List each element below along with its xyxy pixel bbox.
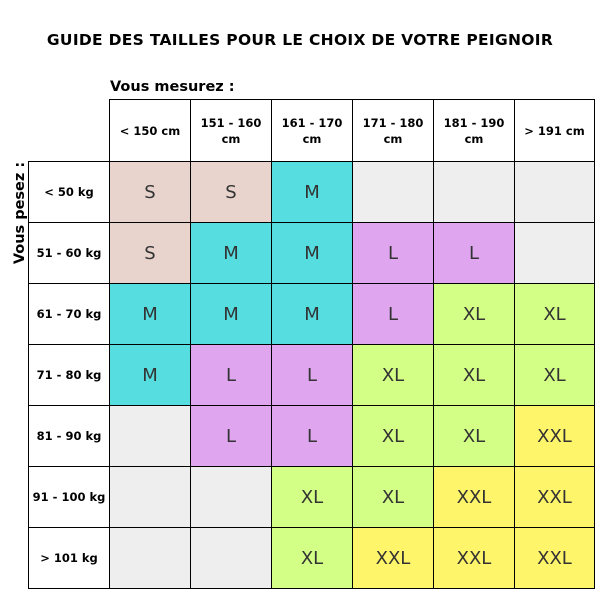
height-header-cell: 181 - 190 cm	[434, 100, 515, 162]
height-header-cell: 161 - 170 cm	[272, 100, 353, 162]
size-cell: L	[191, 345, 272, 406]
height-axis-label: Vous mesurez :	[110, 79, 235, 95]
size-cell: L	[272, 345, 353, 406]
size-cell: S	[191, 162, 272, 223]
size-cell: XXL	[434, 528, 515, 589]
height-header-row	[29, 100, 595, 162]
size-cell: XXL	[515, 467, 595, 528]
weight-row	[29, 467, 595, 528]
weight-header-cell: 91 - 100 kg	[29, 467, 110, 528]
size-cell: XXL	[434, 467, 515, 528]
weight-header-cell: 51 - 60 kg	[29, 223, 110, 284]
height-header-cell: 171 - 180 cm	[353, 100, 434, 162]
size-cell: XL	[515, 284, 595, 345]
weight-axis-label: Vous pesez :	[12, 161, 28, 265]
size-cell: XXL	[353, 528, 434, 589]
size-cell: S	[110, 162, 191, 223]
size-cell: XL	[515, 345, 595, 406]
weight-row	[29, 223, 595, 284]
size-cell: L	[272, 406, 353, 467]
weight-header-cell: 71 - 80 kg	[29, 345, 110, 406]
empty-size-cell	[434, 162, 515, 223]
weight-header-cell: > 101 kg	[29, 528, 110, 589]
size-cell: XL	[353, 406, 434, 467]
height-header-cell: > 191 cm	[515, 100, 595, 162]
empty-size-cell	[110, 528, 191, 589]
size-cell: XL	[434, 345, 515, 406]
size-cell: S	[110, 223, 191, 284]
size-cell: M	[272, 162, 353, 223]
empty-size-cell	[515, 162, 595, 223]
size-cell: M	[110, 284, 191, 345]
empty-size-cell	[110, 467, 191, 528]
size-cell: XL	[272, 467, 353, 528]
size-cell: L	[353, 284, 434, 345]
weight-header-cell: 61 - 70 kg	[29, 284, 110, 345]
size-cell: XL	[272, 528, 353, 589]
size-cell: M	[110, 345, 191, 406]
empty-size-cell	[191, 528, 272, 589]
weight-row	[29, 528, 595, 589]
weight-row	[29, 345, 595, 406]
empty-size-cell	[515, 223, 595, 284]
size-cell: XL	[434, 284, 515, 345]
weight-header-cell: < 50 kg	[29, 162, 110, 223]
empty-size-cell	[191, 467, 272, 528]
size-cell: L	[434, 223, 515, 284]
size-cell: M	[272, 223, 353, 284]
weight-header-cell: 81 - 90 kg	[29, 406, 110, 467]
empty-size-cell	[353, 162, 434, 223]
weight-row	[29, 284, 595, 345]
size-chart-table	[28, 99, 595, 589]
empty-size-cell	[110, 406, 191, 467]
size-cell: XL	[434, 406, 515, 467]
size-cell: M	[272, 284, 353, 345]
size-cell: XL	[353, 345, 434, 406]
height-header-cell: < 150 cm	[110, 100, 191, 162]
size-cell: L	[191, 406, 272, 467]
size-cell: XXL	[515, 406, 595, 467]
corner-blank	[29, 100, 110, 162]
size-cell: XXL	[515, 528, 595, 589]
weight-row	[29, 162, 595, 223]
page-title: GUIDE DES TAILLES POUR LE CHOIX DE VOTRE PEIGNOIR	[46, 31, 554, 49]
height-header-cell: 151 - 160 cm	[191, 100, 272, 162]
size-cell: L	[353, 223, 434, 284]
size-cell: XL	[353, 467, 434, 528]
weight-row	[29, 406, 595, 467]
size-cell: M	[191, 223, 272, 284]
size-cell: M	[191, 284, 272, 345]
